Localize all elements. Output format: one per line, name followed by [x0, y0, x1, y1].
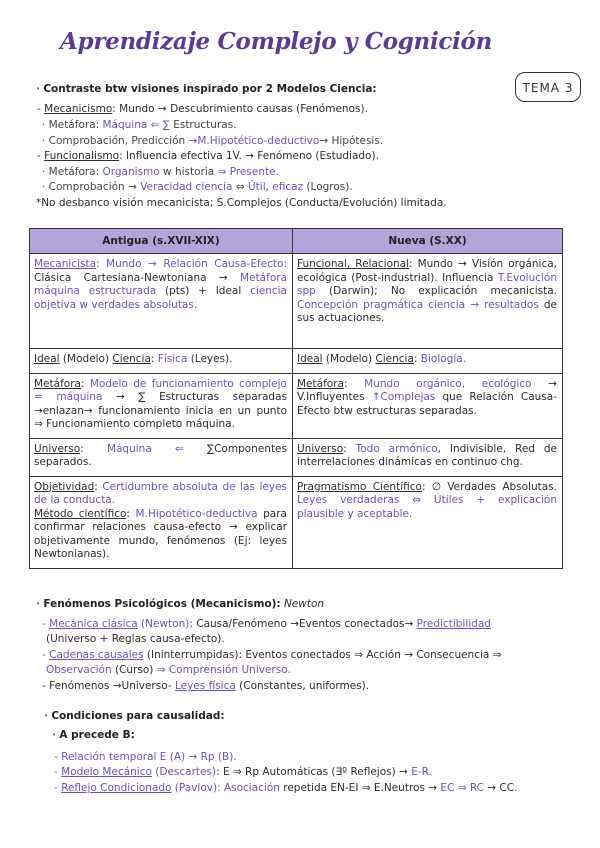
bullet-icon: · [44, 710, 48, 722]
fenomenos-heading: · Fenómenos Psicológicos (Mecanicismo): Newton [36, 598, 325, 610]
leyes-fisica-line: - Fenómenos →Universo- Leyes física (Constantes, uniformes). [42, 680, 370, 692]
bullet-icon: · [36, 83, 40, 95]
table-row [30, 254, 563, 349]
table-cell: Universo: Todo armónico, Indivisible, Red de interrelaciones dinámicas en continuo chg. [293, 438, 563, 476]
table-cell: Funcional, Relacional: Mundo → Visión orgánica, ecológica (Post-industrial). Influencia T.Evolución spp (Darwin); No explicación mecanicista. Concepción pragmática ciencia → resultados de sus actuaciones. [293, 254, 563, 349]
table-cell: Metáfora: Modelo de funcionamiento complejo = máquina → ∑ Estructuras separadas →enlazan→ funcionamiento inicia en un punto ⇒ Funcionamiento completo máquina. [30, 373, 293, 438]
bullet-icon: · [52, 729, 56, 741]
table-row [30, 438, 563, 476]
intro-heading: · Contraste btw visiones inspirado por 2 Modelos Ciencia: [36, 83, 377, 95]
page-title: Aprendizaje Complejo y Cognición [60, 28, 493, 55]
table-cell: Pragmatismo Científico: ∅ Verdades Absolutas. Leyes verdaderas ⇔ Útiles + explicación plausible y aceptable. [293, 476, 563, 568]
table-row [30, 476, 563, 568]
condiciones-heading: · Condiciones para causalidad: [44, 710, 225, 722]
reflejo-condicionado-line: - Reflejo Condicionado (Pavlov): Asociación repetida EN-EI ⇒ E.Neutros → EC ⇒ RC → CC. [54, 782, 518, 794]
a-precede-b-heading: · A precede B: [52, 729, 135, 741]
comprobacion-1-line: · Comprobación, Predicción →M.Hipotético-deductivo→ Hipótesis. [42, 135, 384, 147]
table-cell: Ideal (Modelo) Ciencia: Física (Leyes). [30, 349, 293, 374]
comprobacion-2-line: · Comprobación → Veracidad ciencia ⇔ Útil, eficaz (Logros). [42, 181, 353, 193]
table-cell: Mecanicista: Mundo → Relación Causa-Efecto: Clásica Cartesiana-Newtoniana → Metáfora máquina estructurada (pts) + Ideal ciencia objetiva w verdades absolutas. [30, 254, 293, 349]
table-cell: Universo: Máquina ⇐ ∑Componentes separados. [30, 438, 293, 476]
table-row [30, 373, 563, 438]
observacion-line: Observación (Curso) ⇒ Comprensión Universo. [46, 664, 291, 676]
metafora-2-line: · Metáfora: Organismo w historia ⇒ Presente. [42, 166, 279, 178]
funcionalismo-line: - Funcionalismo: Influencia efectiva 1V. → Fenómeno (Estudiado). [37, 150, 379, 162]
metafora-1-line: · Metáfora: Máquina ⇐ ∑ Estructuras. [42, 119, 237, 131]
mecanica-line: - Mecánica clásica (Newton): Causa/Fenómeno →Eventos conectados→ Predictibilidad [42, 618, 491, 630]
universo-reglas-line: (Universo + Reglas causa-efecto). [46, 633, 225, 645]
relacion-temporal-line: - Relación temporal E (A) → Rp (B). [54, 751, 237, 763]
col-header-antigua: Antigua (s.XVII-XIX) [30, 229, 293, 254]
bullet-icon: · [36, 598, 40, 610]
mecanicismo-line: - Mecanicismo: Mundo → Descubrimiento causas (Fenómenos). [37, 103, 368, 115]
modelo-mecanico-line: - Modelo Mecánico (Descartes): E ⇒ Rp Automáticas (∃º Reflejos) → E-R. [54, 766, 432, 778]
cadenas-line: - Cadenas causales (Ininterrumpidas): Eventos conectados ⇒ Acción → Consecuencia ⇒ [42, 649, 502, 661]
comparison-table [29, 228, 563, 569]
table-row [30, 349, 563, 374]
table-header-row [30, 229, 563, 254]
col-header-nueva: Nueva (S.XX) [293, 229, 563, 254]
tema-badge: TEMA 3 [515, 72, 581, 102]
table-cell: Objetividad: Certidumbre absoluta de las leyes de la conducta. Método científico: M.Hipotético-deductiva para confirmar relaciones causa-efecto → explicar objetivamente mundo, fenómenos (Ej: leyes Newtonianas). [30, 476, 293, 568]
intro-note: *No desbanco visión mecanicista; S.Complejos (Conducta/Evolución) limitada. [36, 197, 447, 209]
table-cell: Metáfora: Mundo orgánico, ecológico → V.Influyentes ↑Complejas que Relación Causa-Efecto btw estructuras separadas. [293, 373, 563, 438]
table-cell: Ideal (Modelo) Ciencia: Biología. [293, 349, 563, 374]
